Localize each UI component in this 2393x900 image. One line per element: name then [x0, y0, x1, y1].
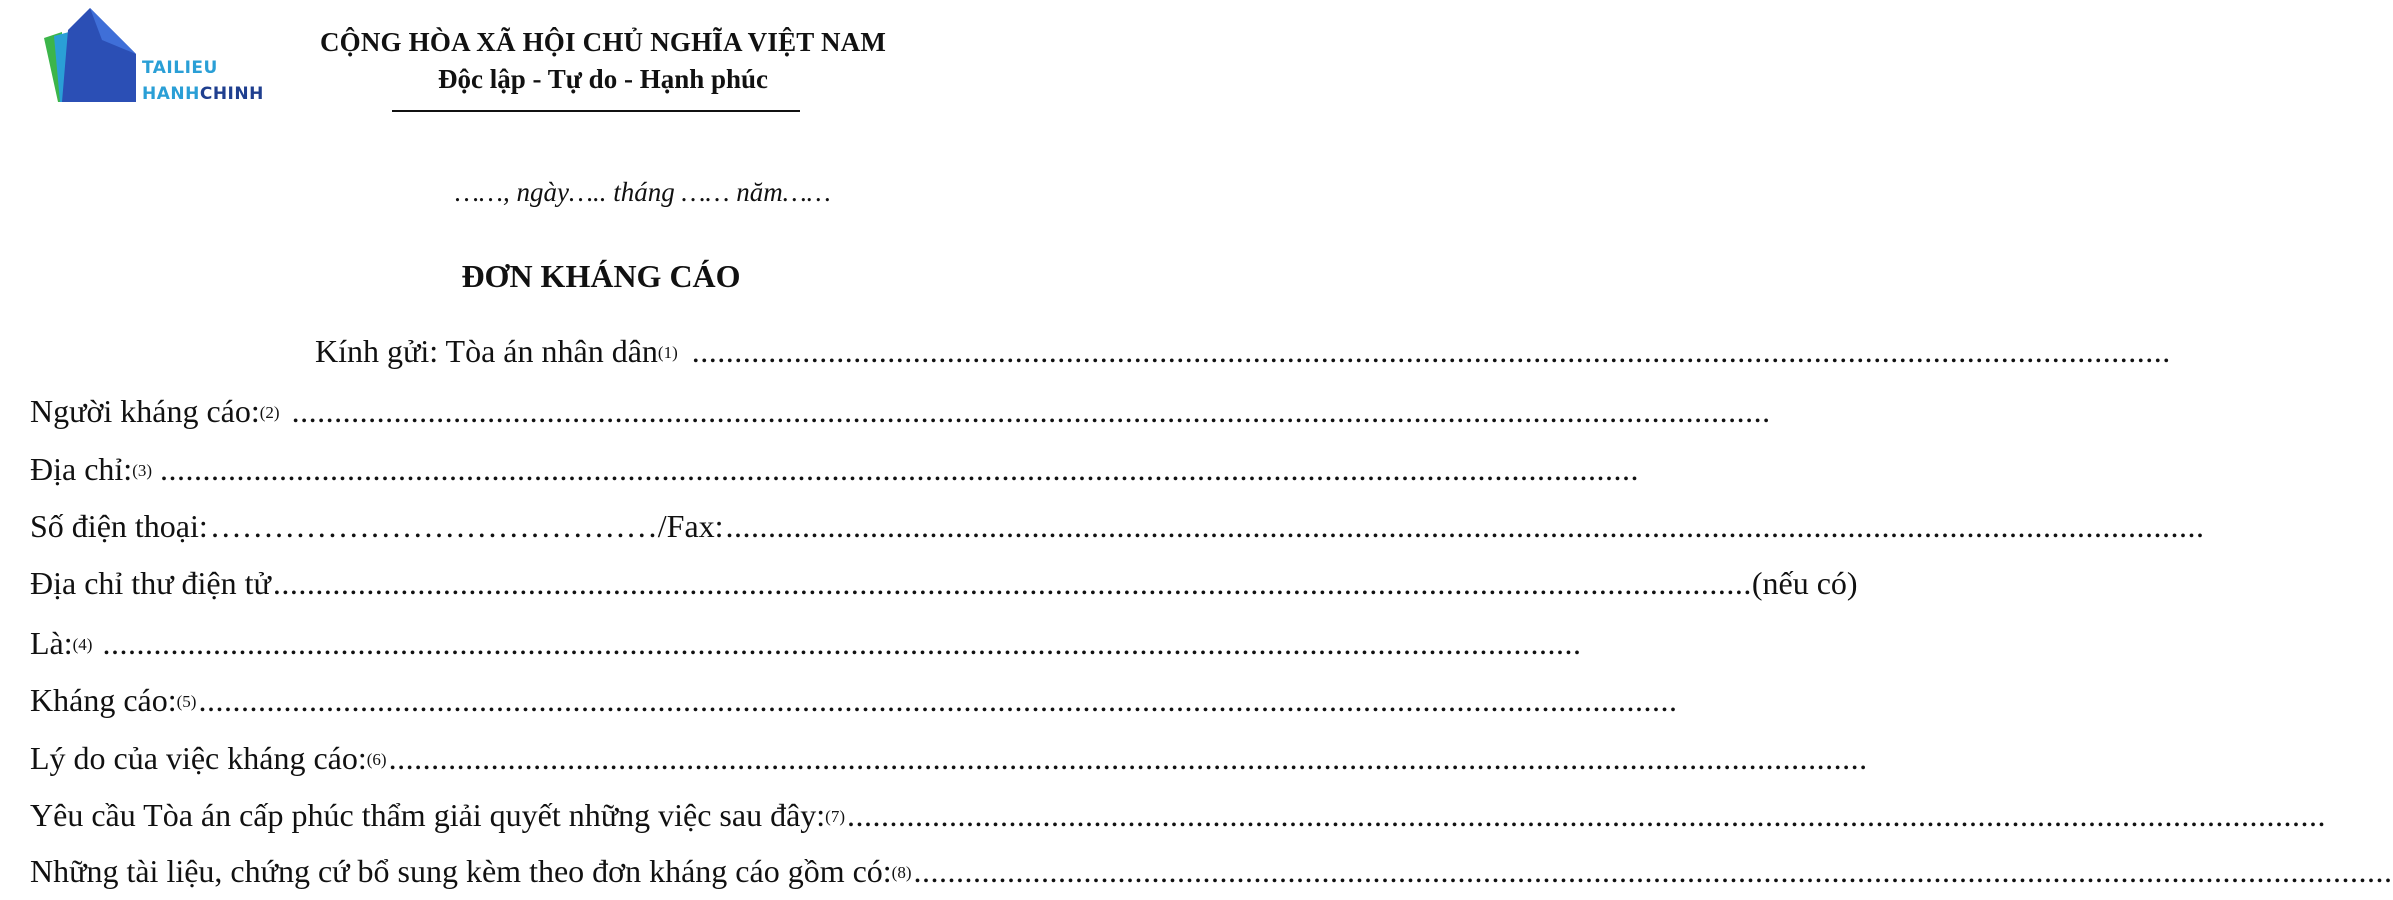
fill-line[interactable]: ..............................................................................................................................................................................: [691, 333, 2171, 369]
fill-line[interactable]: ..............................................................................................................................................................................: [846, 797, 2326, 833]
document-title: ĐƠN KHÁNG CÁO: [461, 258, 741, 294]
fill-line[interactable]: ..............................................................................................................................................................................: [160, 451, 1640, 487]
field-label: Kháng cáo:: [30, 682, 177, 718]
field-label: Địa chỉ:: [30, 451, 133, 487]
logo-text-bottom: HANHCHINH: [142, 84, 264, 104]
field-evidence: Những tài liệu, chứng cứ bổ sung kèm theo đơn kháng cáo gồm có: $^{(8)}$ ..............................................................................................................................................................................: [30, 853, 2393, 889]
field-appellant: Người kháng cáo: $^{(2)}$ ..............................................................................................................................................................................: [30, 393, 1771, 429]
field-role: Là: $^{(4)}$ ..............................................................................................................................................................................: [30, 625, 1582, 661]
fill-line[interactable]: ..............................................................................................................................................................................: [102, 625, 1582, 661]
field-phone-fax: [30, 508, 2205, 552]
field-request: Yêu cầu Tòa án cấp phúc thẩm giải quyết những việc sau đây: $^{(7)}$ ..............................................................................................................................................................................: [30, 797, 2326, 833]
field-label: Những tài liệu, chứng cứ bổ sung kèm theo đơn kháng cáo gồm có:: [30, 853, 892, 889]
date-line: ……, ngày….. tháng …… năm……: [455, 177, 831, 207]
motto-underline: [392, 110, 800, 112]
fax-label: /Fax:: [657, 508, 724, 544]
field-email: [30, 565, 1858, 609]
field-recipient: Kính gửi: Tòa án nhân dân $^{(1)}$ ..............................................................................................................................................................................: [315, 333, 2171, 369]
nation-heading: CỘNG HÒA XÃ HỘI CHỦ NGHĨA VIỆT NAM: [319, 27, 887, 57]
logo-text-top: TAILIEU: [142, 58, 218, 78]
field-label: Là:: [30, 625, 73, 661]
field-appeal: Kháng cáo: $^{(5)}$ ..............................................................................................................................................................................: [30, 682, 1678, 718]
field-label: Kính gửi: Tòa án nhân dân: [315, 333, 658, 369]
fill-line[interactable]: ..............................................................................................................................................................................: [913, 853, 2393, 889]
field-label: Yêu cầu Tòa án cấp phúc thẩm giải quyết những việc sau đây:: [30, 797, 826, 833]
field-label: Số điện thoại:: [30, 508, 208, 544]
field-label: Lý do của việc kháng cáo:: [30, 740, 367, 776]
field-address: Địa chỉ: $^{(3)}$ ..............................................................................................................................................................................: [30, 451, 1640, 487]
field-reason: Lý do của việc kháng cáo: $^{(6)}$ ..............................................................................................................................................................................: [30, 740, 1868, 776]
field-label: Địa chỉ thư điện tử: [30, 565, 271, 601]
fill-line[interactable]: ..............................................................................................................................................................................: [198, 682, 1678, 718]
field-label: Người kháng cáo:: [30, 393, 260, 429]
fill-line[interactable]: ..............................................................................................................................................................................: [291, 393, 1771, 429]
fax-fill-line[interactable]: ..............................................................................................................................................................................: [725, 508, 2205, 544]
optional-note: (nếu có): [1751, 565, 1858, 601]
motto: Độc lập - Tự do - Hạnh phúc: [437, 64, 769, 94]
fill-line[interactable]: ..............................................................................................................................................................................: [272, 565, 1752, 601]
phone-fill-line[interactable]: ……………………………………: [209, 508, 658, 544]
fill-line[interactable]: ..............................................................................................................................................................................: [388, 740, 1868, 776]
